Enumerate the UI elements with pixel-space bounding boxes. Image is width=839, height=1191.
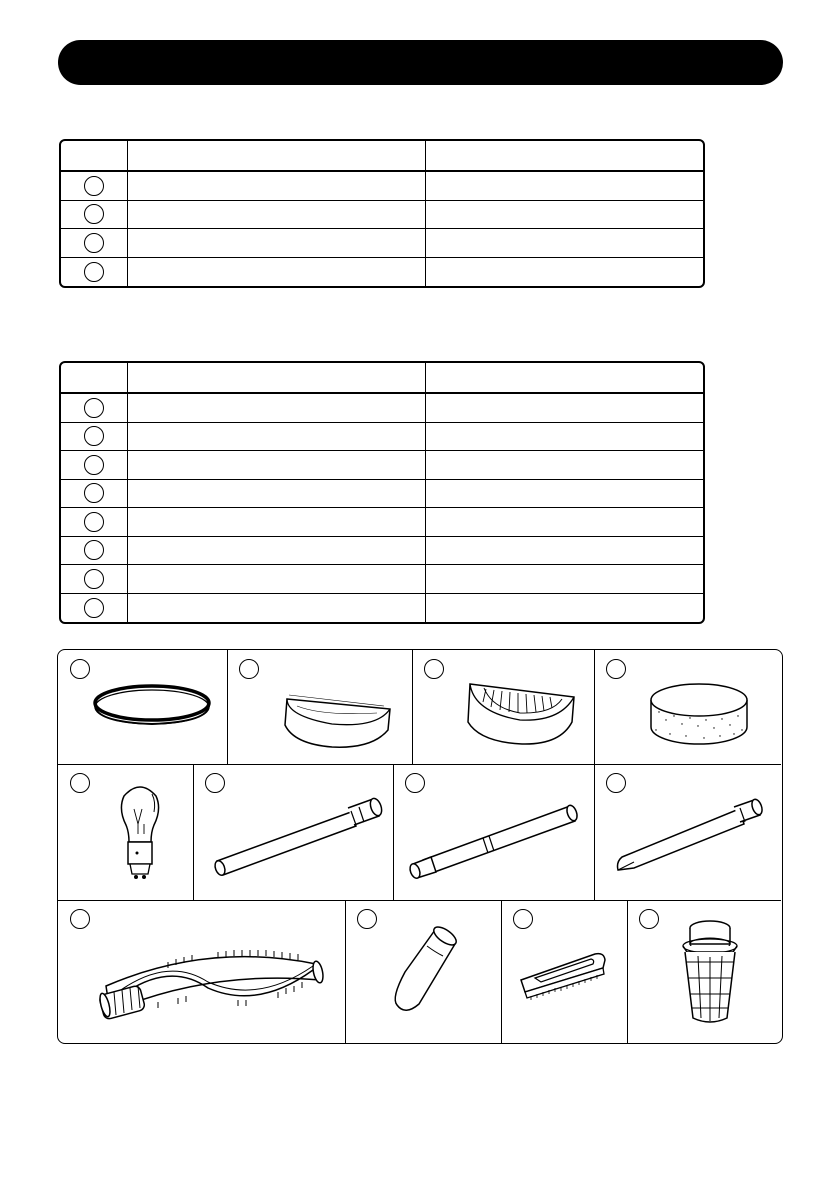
table-row — [61, 480, 703, 509]
table-row — [61, 258, 703, 287]
table-row — [61, 394, 703, 423]
header-cell-code — [426, 141, 703, 170]
item-number-circle — [84, 483, 104, 503]
part-cell-cone-filter — [345, 900, 501, 1043]
semicircular-vented-filter-icon — [412, 650, 594, 764]
part-cell-cyclone-filter — [627, 900, 781, 1043]
header-cell-code — [426, 363, 703, 392]
table-row — [61, 508, 703, 537]
parts-illustration-panel — [57, 649, 783, 1044]
extension-wand-2-icon — [393, 764, 594, 900]
part-cell-extension-wand-2 — [393, 764, 594, 900]
table-row — [61, 201, 703, 230]
part-cell-drive-belt — [58, 650, 227, 764]
header-cell-no — [61, 363, 128, 392]
item-number-circle — [84, 426, 104, 446]
header-cell-no — [61, 141, 128, 170]
item-number-circle — [84, 598, 104, 618]
part-cell-crevice-tool — [594, 764, 781, 900]
crevice-tool-icon — [594, 764, 781, 900]
item-number-circle — [84, 512, 104, 532]
cone-filter-icon — [345, 900, 501, 1043]
header-cell-name — [128, 363, 426, 392]
dusting-brush-icon — [501, 900, 627, 1043]
light-bulb-icon — [58, 764, 193, 900]
cyclone-filter-icon — [627, 900, 781, 1043]
part-cell-light-bulb — [58, 764, 193, 900]
table-row — [61, 172, 703, 201]
part-cell-semicircular-vented-filter — [412, 650, 594, 764]
table-row — [61, 537, 703, 566]
part-cell-round-sponge-filter — [594, 650, 781, 764]
header-cell-name — [128, 141, 426, 170]
table-header — [61, 141, 703, 172]
brush-roll-icon — [58, 900, 345, 1043]
item-number-circle — [84, 176, 104, 196]
extension-wand-icon — [193, 764, 393, 900]
item-number-circle — [84, 455, 104, 475]
section-banner — [58, 40, 783, 85]
item-number-circle — [84, 262, 104, 282]
item-number-circle — [84, 233, 104, 253]
parts-table-1 — [59, 139, 705, 288]
part-cell-semicircular-filter — [227, 650, 412, 764]
table-row — [61, 229, 703, 258]
table-row — [61, 594, 703, 623]
part-cell-extension-wand — [193, 764, 393, 900]
table-header — [61, 363, 703, 394]
round-sponge-filter-icon — [594, 650, 781, 764]
item-number-circle — [84, 398, 104, 418]
table-row — [61, 451, 703, 480]
semicircular-filter-icon — [227, 650, 412, 764]
table-row — [61, 423, 703, 452]
item-number-circle — [84, 569, 104, 589]
item-number-circle — [84, 204, 104, 224]
drive-belt-icon — [58, 650, 227, 764]
part-cell-brush-roll — [58, 900, 345, 1043]
table-row — [61, 565, 703, 594]
item-number-circle — [84, 540, 104, 560]
parts-table-2 — [59, 361, 705, 624]
part-cell-dusting-brush — [501, 900, 627, 1043]
